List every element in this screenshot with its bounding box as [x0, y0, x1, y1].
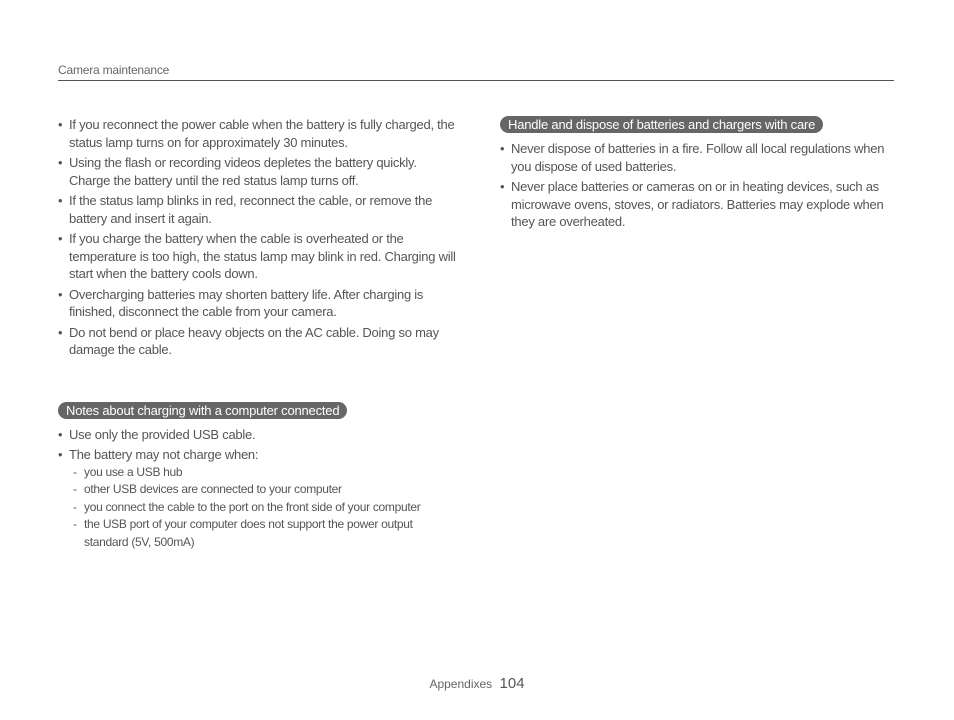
list-item: - the USB port of your computer does not support the power output standard (5V, 500mA): [58, 516, 458, 551]
section-heading: Handle and dispose of batteries and chargers with care: [500, 116, 823, 133]
list-item: • If you charge the battery when the cable is overheated or the temperature is too high, the status lamp may blink in red. Charging will start when the battery cools down.: [58, 230, 458, 283]
section-heading: Notes about charging with a computer connected: [58, 402, 347, 419]
footer-section-label: Appendixes: [429, 677, 493, 691]
page-footer: [0, 675, 954, 692]
disposal-section: [500, 116, 890, 231]
charging-tips-list: [58, 116, 458, 359]
list-item: • Using the flash or recording videos depletes the battery quickly. Charge the battery until the red status lamp turns off.: [58, 154, 458, 189]
list-item: • The battery may not charge when:: [58, 446, 458, 464]
page-header: [58, 62, 894, 81]
list-item: • Never dispose of batteries in a fire. Follow all local regulations when you dispose of used batteries.: [500, 140, 890, 175]
list-item: • If the status lamp blinks in red, reconnect the cable, or remove the battery and insert it again.: [58, 192, 458, 227]
conditions-list: [58, 464, 458, 552]
header-title: Camera maintenance: [58, 63, 170, 77]
disposal-list: [500, 140, 890, 231]
list-item: • Use only the provided USB cable.: [58, 426, 458, 444]
page-number: 104: [499, 675, 525, 692]
right-column: [500, 116, 890, 234]
computer-notes-list: [58, 426, 458, 464]
list-item: - other USB devices are connected to your computer: [58, 481, 458, 499]
list-item: • If you reconnect the power cable when the battery is fully charged, the status lamp turns on for approximately 30 minutes.: [58, 116, 458, 151]
list-item: - you connect the cable to the port on the front side of your computer: [58, 499, 458, 517]
list-item: • Do not bend or place heavy objects on the AC cable. Doing so may damage the cable.: [58, 324, 458, 359]
list-item: • Never place batteries or cameras on or in heating devices, such as microwave ovens, stoves, or radiators. Batteries may explode when they are overheated.: [500, 178, 890, 231]
list-item: • Overcharging batteries may shorten battery life. After charging is finished, disconnect the cable from your camera.: [58, 286, 458, 321]
list-item: - you use a USB hub: [58, 464, 458, 482]
computer-charging-section: [58, 402, 458, 552]
left-column: [58, 116, 458, 551]
